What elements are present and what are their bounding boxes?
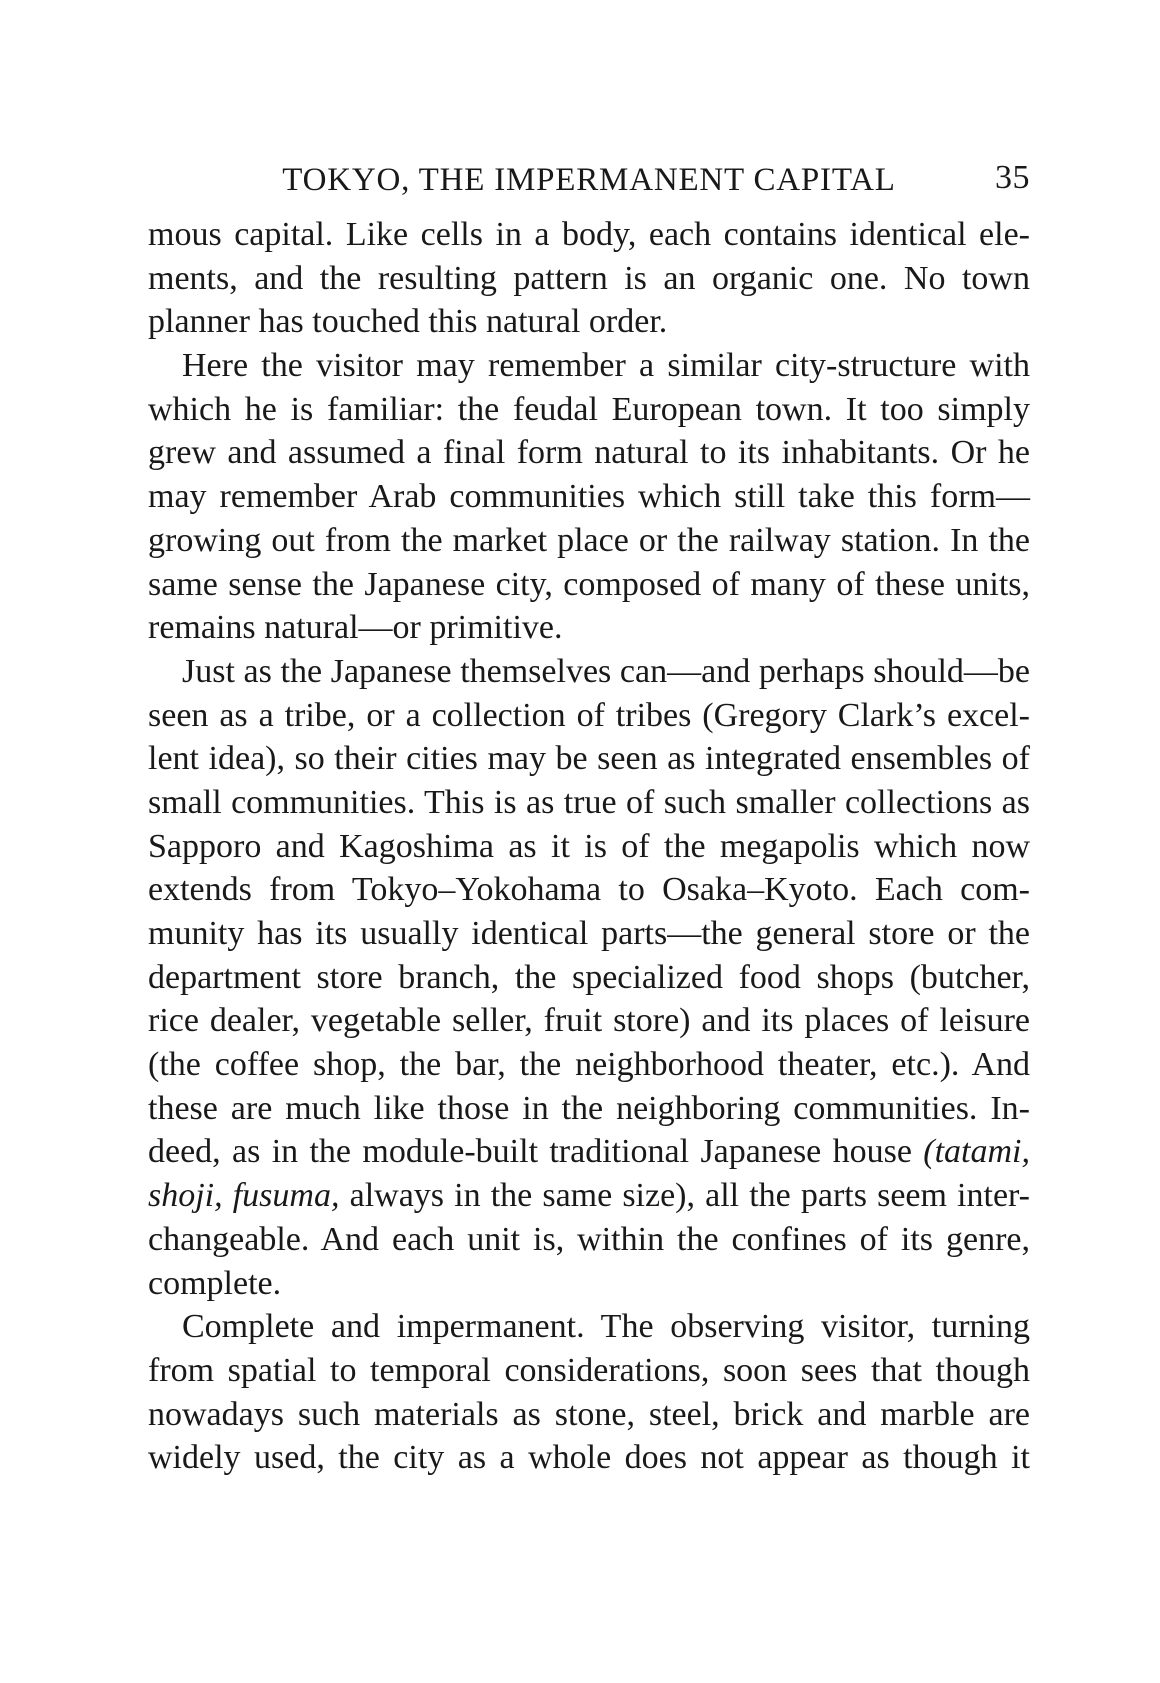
- text-line: (the coffee shop, the bar, the neighborhood theater, etc.). And: [148, 1046, 1030, 1084]
- text-line: Complete and impermanent. The observing visitor, turning: [182, 1308, 1030, 1346]
- text-line: may remember Arab communities which still take this form—: [148, 478, 1030, 516]
- text-line: small communities. This is as true of such smaller collections as: [148, 783, 1030, 821]
- text-line: growing out from the market place or the railway station. In the: [148, 521, 1030, 559]
- text-line: widely used, the city as a whole does not appear as though it: [148, 1439, 1030, 1477]
- text-line: munity has its usually identical parts—the general store or the: [148, 915, 1030, 952]
- text-line: deed, as in the module-built traditional Japanese house (tatami,: [148, 1133, 1030, 1171]
- text-line: lent idea), so their cities may be seen as integrated ensembles of: [148, 740, 1030, 778]
- text-line: planner has touched this natural order.: [148, 303, 668, 341]
- text-line: Sapporo and Kagoshima as it is of the megapolis which now: [148, 827, 1030, 865]
- text-line: extends from Tokyo–Yokohama to Osaka–Kyoto. Each com-: [148, 871, 1030, 909]
- text-line: same sense the Japanese city, composed of many of these units,: [148, 565, 1030, 603]
- running-header: [148, 161, 1030, 213]
- text-line: nowadays such materials as stone, steel, brick and marble are: [148, 1395, 1030, 1433]
- text-column: [148, 161, 1030, 1480]
- text-line: complete.: [148, 1264, 282, 1302]
- text-line: Here the visitor may remember a similar city-structure with: [182, 347, 1030, 385]
- text-line: grew and assumed a final form natural to its inhabitants. Or he: [148, 434, 1030, 472]
- text-line: which he is familiar: the feudal European town. It too simply: [148, 390, 1030, 428]
- paragraph: [148, 1305, 1030, 1480]
- text-line: these are much like those in the neighboring communities. In-: [148, 1089, 1030, 1127]
- text-line: department store branch, the specialized food shops (butcher,: [148, 958, 1030, 996]
- text-line: changeable. And each unit is, within the confines of its genre,: [148, 1220, 1030, 1258]
- paragraph: [148, 650, 1030, 1305]
- text-line: seen as a tribe, or a collection of tribes (Gregory Clark’s excel-: [148, 696, 1030, 734]
- paragraph: [148, 344, 1030, 650]
- text-line: mous capital. Like cells in a body, each contains identical ele-: [148, 216, 1030, 253]
- text-line: ments, and the resulting pattern is an organic one. No town: [148, 259, 1030, 297]
- running-header-title: TOKYO, THE IMPERMANENT CAPITAL: [282, 162, 896, 198]
- text-line: rice dealer, vegetable seller, fruit store) and its places of leisure: [148, 1002, 1030, 1040]
- page-number: 35: [995, 159, 1030, 196]
- paragraph: [148, 213, 1030, 344]
- text-line: remains natural—or primitive.: [148, 609, 563, 647]
- page-body: [148, 213, 1030, 1480]
- text-line: from spatial to temporal considerations, soon sees that though: [148, 1351, 1030, 1389]
- text-line: Just as the Japanese themselves can—and perhaps should—be: [182, 652, 1030, 690]
- text-line: shoji, fusuma, always in the same size), all the parts seem inter-: [148, 1177, 1031, 1215]
